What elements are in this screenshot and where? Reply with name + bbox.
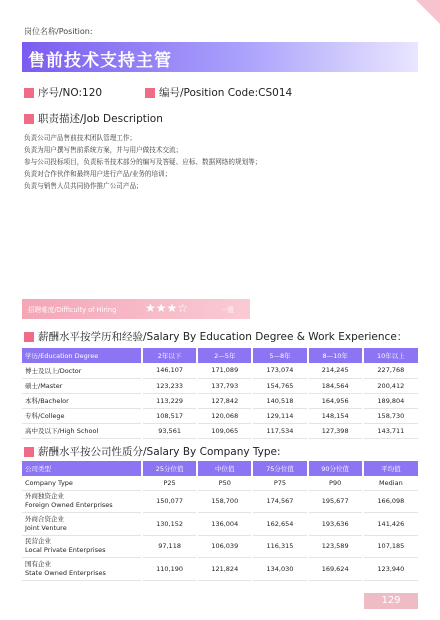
table-cell: 93,561 [142,423,197,438]
table-header-row [22,461,418,476]
table-row [22,393,418,408]
table-header-row [22,348,418,363]
table-cell: 117,534 [252,423,307,438]
table-cell: 189,804 [363,393,418,408]
table-cell: 116,315 [252,535,307,558]
table-row [22,535,418,558]
table-cell: 174,567 [252,490,307,513]
column-header: 学历/Education Degree [22,348,142,363]
position-code: 编号/Position Code:CS014 [145,85,292,100]
table-row [22,513,418,536]
description-line: 负责为用户撰写售前系统方案，并与用户做技术交流； [24,146,183,154]
company-type-cell [22,535,142,558]
table-row [22,558,418,581]
company-type-cell [22,490,142,513]
column-header: 25分位值 [142,461,197,476]
job-description-heading: 职责描述/Job Description [24,111,163,126]
table-cell: 143,711 [363,423,418,438]
company-type-cn: 民营企业 [25,537,51,546]
job-description-list [24,132,414,192]
table-cell: 专科/College [22,408,142,423]
column-header: 8—10年 [308,348,363,363]
company-type-en: Joint Venture [25,523,67,532]
table-cell: 173,074 [252,363,307,378]
company-type-cn: 国有企业 [25,559,51,568]
square-bullet-icon [24,114,34,124]
table-cell: 158,700 [197,490,252,513]
company-type-en: Foreign Owned Enterprises [25,501,113,510]
table-cell: 134,030 [252,558,307,581]
table-cell: 127,842 [197,393,252,408]
table-cell: P25 [142,476,197,490]
table-cell: 184,564 [308,378,363,393]
table-cell: 本科/Bachelor [22,393,142,408]
table-cell: 97,118 [142,535,197,558]
table-cell: 106,039 [197,535,252,558]
square-bullet-icon [145,88,155,98]
table-cell: 123,589 [308,535,363,558]
company-type-cell [22,558,142,581]
square-bullet-icon [24,332,34,342]
column-header: 75分位值 [252,461,307,476]
description-line: 负责公司产品售前技术团队管理工作； [24,134,137,142]
table-cell: 120,068 [197,408,252,423]
table-cell: 110,190 [142,558,197,581]
table-row [22,423,418,438]
table-cell: 123,233 [142,378,197,393]
table-cell: 171,089 [197,363,252,378]
square-bullet-icon [24,88,34,98]
company-type-cn: 外商合资企业 [25,514,64,523]
company-type-en: Local Private Enterprises [25,546,106,555]
column-header: 2年以下 [142,348,197,363]
serial-number: 序号/NO:120 [24,85,102,100]
table-cell: 108,517 [142,408,197,423]
table-cell: 129,114 [252,408,307,423]
table-cell: 130,152 [142,513,197,536]
table-cell: 214,245 [308,363,363,378]
salary-education-heading: 薪酬水平按学历和经验/Salary By Education Degree & Work Experience： [24,329,407,344]
company-type-en: State Owned Enterprises [25,568,106,577]
table-row [22,378,418,393]
page-title: 售前技术支持主管 [28,51,172,71]
column-header: 平均值 [363,461,418,476]
table-cell: 123,940 [363,558,418,581]
company-type-cell [22,513,142,536]
table-cell: 140,518 [252,393,307,408]
description-line: 负责与销售人员共同协作推广公司产品； [24,182,143,190]
corner-decoration [402,0,440,38]
table-cell: 127,398 [308,423,363,438]
table-cell: 141,426 [363,513,418,536]
salary-company-table [22,461,418,581]
table-cell: 158,730 [363,408,418,423]
table-cell: P75 [252,476,307,490]
table-cell: 193,636 [308,513,363,536]
column-header: 10年以上 [363,348,418,363]
table-cell: 113,229 [142,393,197,408]
table-cell: 136,004 [197,513,252,536]
column-header: 5—8年 [252,348,307,363]
table-cell: 109,065 [197,423,252,438]
column-header: 中位值 [197,461,252,476]
page-number: 129 [364,593,418,609]
table-cell: 162,654 [252,513,307,536]
table-cell: 195,677 [308,490,363,513]
star-rating-icon: ★★★☆ [145,301,189,315]
hiring-difficulty-bar [22,299,250,319]
description-line: 负责对合作伙伴和最终用户进行产品/业务的培训； [24,170,172,178]
table-cell: 150,077 [142,490,197,513]
table-cell: 高中及以下/High School [22,423,142,438]
table-cell: 137,793 [197,378,252,393]
square-bullet-icon [24,447,34,457]
column-header: 公司类型 [22,461,142,476]
table-cell: 164,956 [308,393,363,408]
table-cell: 博士及以上/Doctor [22,363,142,378]
table-cell: Median [363,476,418,490]
salary-education-table [22,348,418,439]
table-cell: 146,107 [142,363,197,378]
position-label: 岗位名称/Position: [24,27,93,36]
difficulty-level: 一般 [221,306,235,314]
table-cell: Company Type [22,476,142,490]
table-cell: P50 [197,476,252,490]
title-banner [22,42,418,72]
table-cell: 154,765 [252,378,307,393]
table-cell: 169,624 [308,558,363,581]
column-header: 90分位值 [308,461,363,476]
table-subheader-row [22,476,418,490]
difficulty-label: 招聘难度/Difficulty of Hiring [28,306,117,314]
table-cell: 107,185 [363,535,418,558]
table-cell: P90 [308,476,363,490]
table-cell: 227,768 [363,363,418,378]
table-cell: 166,098 [363,490,418,513]
table-cell: 121,824 [197,558,252,581]
table-cell: 200,412 [363,378,418,393]
column-header: 2—5年 [197,348,252,363]
table-row [22,363,418,378]
company-type-cn: 外商独资企业 [25,492,64,501]
table-row [22,490,418,513]
table-row [22,408,418,423]
table-cell: 148,154 [308,408,363,423]
table-cell: 硕士/Master [22,378,142,393]
description-line: 参与公司投标项目，负责标书技术部分的编写及答疑、应标、数据网络的规划等； [24,158,262,166]
salary-company-heading: 薪酬水平按公司性质分/Salary By Company Type: [24,444,281,459]
